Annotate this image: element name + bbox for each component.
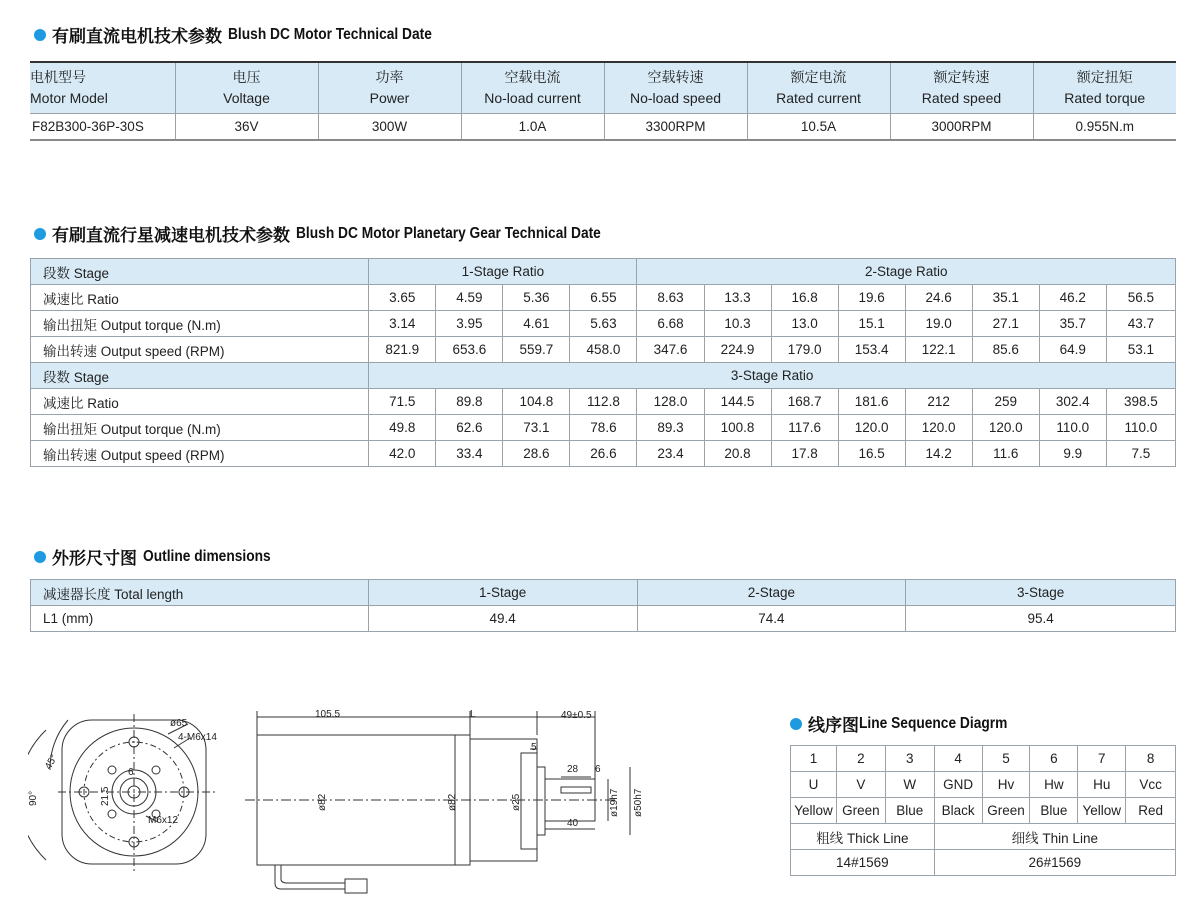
table-cell: 300W [318, 114, 461, 141]
dim-dia82-gear: ø82 [447, 793, 458, 811]
row-label: 输出扭矩 Output torque (N.m) [31, 311, 369, 337]
value-cell: 153.4 [838, 337, 905, 363]
line-cell: Yellow [1078, 798, 1126, 824]
value-cell: 20.8 [704, 441, 771, 467]
section-title-en: Blush DC Motor Planetary Gear Technical Date [296, 224, 601, 242]
value-cell: 120.0 [905, 415, 972, 441]
dim-L: L [470, 709, 476, 720]
value-cell: 35.1 [972, 285, 1039, 311]
row-label: 输出转速 Output speed (RPM) [31, 337, 369, 363]
table-cell: 74.4 [637, 606, 906, 632]
value-cell: 73.1 [503, 415, 570, 441]
dim-49: 49±0.5 [561, 710, 592, 721]
signal-code-row [791, 772, 1176, 798]
value-cell: 5.63 [570, 311, 637, 337]
dim-holes: 4-M6x14 [178, 732, 217, 743]
value-cell: 19.0 [905, 311, 972, 337]
wire-spec-row [791, 850, 1176, 876]
side-view-drawing [245, 705, 665, 900]
value-cell: 302.4 [1039, 389, 1106, 415]
line-cell: Green [836, 798, 885, 824]
stage-label: 段数 Stage [31, 363, 369, 389]
line-cell: Vcc [1126, 772, 1176, 798]
value-cell: 3.14 [369, 311, 436, 337]
line-cell: Black [934, 798, 982, 824]
dim-flange-dia: ø65 [170, 718, 188, 729]
value-cell: 120.0 [838, 415, 905, 441]
table-cell: 49.4 [368, 606, 637, 632]
header-cell: 电压 Voltage [175, 62, 318, 114]
section-title-en: Blush DC Motor Technical Date [228, 25, 432, 43]
row-label: 减速比 Ratio [31, 285, 369, 311]
header-cell: 额定电流 Rated current [747, 62, 890, 114]
value-cell: 35.7 [1039, 311, 1106, 337]
value-cell: 347.6 [637, 337, 704, 363]
header-cell: 额定转速 Rated speed [890, 62, 1033, 114]
value-cell: 53.1 [1106, 337, 1175, 363]
thin-line-spec: 26#1569 [934, 850, 1175, 876]
value-cell: 89.8 [436, 389, 503, 415]
dim-angle-45: 45° [43, 752, 61, 772]
header-cell: 功率 Power [318, 62, 461, 114]
dim-105-5: 105.5 [315, 709, 341, 720]
dim-dia50: ø50h7 [633, 788, 644, 817]
value-cell: 13.3 [704, 285, 771, 311]
line-cell: 7 [1078, 746, 1126, 772]
line-cell: Green [982, 798, 1030, 824]
line-cell: Blue [1030, 798, 1078, 824]
header-cell: 减速器长度 Total length [31, 580, 369, 606]
value-cell: 24.6 [905, 285, 972, 311]
value-cell: 10.3 [704, 311, 771, 337]
value-cell: 14.2 [905, 441, 972, 467]
line-cell: 6 [1030, 746, 1078, 772]
value-cell: 56.5 [1106, 285, 1175, 311]
value-cell: 85.6 [972, 337, 1039, 363]
thin-line-label: 细线 Thin Line [934, 824, 1175, 850]
section-title-outline [34, 544, 291, 569]
table-cell: 3000RPM [890, 114, 1033, 141]
line-cell: Blue [885, 798, 934, 824]
line-cell: Hu [1078, 772, 1126, 798]
line-cell: 2 [836, 746, 885, 772]
value-cell: 117.6 [771, 415, 838, 441]
value-cell: 559.7 [503, 337, 570, 363]
line-cell: 1 [791, 746, 837, 772]
section-title-motor [34, 22, 465, 47]
value-cell: 168.7 [771, 389, 838, 415]
value-cell: 821.9 [369, 337, 436, 363]
line-sequence-table [790, 745, 1176, 876]
row-label: 减速比 Ratio [31, 389, 369, 415]
line-cell: Red [1126, 798, 1176, 824]
stage3-header: 3-Stage Ratio [369, 363, 1176, 389]
value-cell: 3.95 [436, 311, 503, 337]
value-cell: 19.6 [838, 285, 905, 311]
value-cell: 9.9 [1039, 441, 1106, 467]
dim-5: 5 [531, 742, 537, 753]
value-cell: 46.2 [1039, 285, 1106, 311]
value-cell: 8.63 [637, 285, 704, 311]
length-table [30, 579, 1176, 632]
dim-m6x12: M6x12 [148, 815, 179, 826]
value-cell: 104.8 [503, 389, 570, 415]
value-cell: 26.6 [570, 441, 637, 467]
dim-dia19: ø19h7 [609, 788, 620, 817]
header-cell: 电机型号 Motor Model [30, 62, 175, 114]
wire-type-row [791, 824, 1176, 850]
header-cell: 额定扭矩 Rated torque [1033, 62, 1176, 114]
speed-row [31, 441, 1176, 467]
section-title-cn: 有刷直流电机技术参数 [52, 27, 222, 46]
value-cell: 100.8 [704, 415, 771, 441]
stage-header-row [31, 363, 1176, 389]
value-cell: 6.55 [570, 285, 637, 311]
table-cell: 1.0A [461, 114, 604, 141]
value-cell: 16.8 [771, 285, 838, 311]
row-label: 输出扭矩 Output torque (N.m) [31, 415, 369, 441]
line-cell: V [836, 772, 885, 798]
line-cell: Hw [1030, 772, 1078, 798]
stage2-header: 2-Stage Ratio [637, 259, 1176, 285]
section-title-cn: 线序图 [808, 716, 859, 735]
dim-dia82-motor: ø82 [317, 793, 328, 811]
table-cell: 36V [175, 114, 318, 141]
line-cell: 8 [1126, 746, 1176, 772]
value-cell: 78.6 [570, 415, 637, 441]
value-cell: 11.6 [972, 441, 1039, 467]
pin-number-row [791, 746, 1176, 772]
value-cell: 15.1 [838, 311, 905, 337]
section-title-cn: 外形尺寸图 [52, 549, 137, 568]
header-cell: 2-Stage [637, 580, 906, 606]
model-cell: F82B300-36P-30S [30, 114, 175, 141]
table-cell: 95.4 [906, 606, 1176, 632]
line-cell: GND [934, 772, 982, 798]
dim-angle-90: 90° [28, 790, 39, 806]
table-row [31, 606, 1176, 632]
value-cell: 89.3 [637, 415, 704, 441]
dim-6: 6 [595, 764, 601, 775]
lead-wire [275, 865, 345, 889]
header-cell: 空载电流 No-load current [461, 62, 604, 114]
motor-spec-table [30, 61, 1176, 141]
value-cell: 179.0 [771, 337, 838, 363]
ratio-row [31, 285, 1176, 311]
dim-6: 6 [128, 767, 134, 778]
value-cell: 120.0 [972, 415, 1039, 441]
line-cell: Hv [982, 772, 1030, 798]
value-cell: 7.5 [1106, 441, 1175, 467]
value-cell: 16.5 [838, 441, 905, 467]
section-title-line-seq [790, 711, 1032, 736]
dim-21-5: 21.5 [100, 786, 111, 806]
bullet-dot-icon [34, 551, 46, 563]
value-cell: 110.0 [1039, 415, 1106, 441]
dim-dia25: ø25 [511, 793, 522, 811]
value-cell: 33.4 [436, 441, 503, 467]
row-label: 输出转速 Output speed (RPM) [31, 441, 369, 467]
table-cell: 3300RPM [604, 114, 747, 141]
thick-line-spec: 14#1569 [791, 850, 935, 876]
section-title-en: Line Sequence Diagrm [859, 714, 1008, 732]
value-cell: 3.65 [369, 285, 436, 311]
value-cell: 13.0 [771, 311, 838, 337]
wire-color-row [791, 798, 1176, 824]
value-cell: 6.68 [637, 311, 704, 337]
stage-header-row [31, 259, 1176, 285]
table-cell: 10.5A [747, 114, 890, 141]
gear-spec-table [30, 258, 1176, 467]
value-cell: 17.8 [771, 441, 838, 467]
value-cell: 5.36 [503, 285, 570, 311]
value-cell: 259 [972, 389, 1039, 415]
section-title-en: Outline dimensions [143, 547, 271, 565]
table-header-row [30, 62, 1176, 114]
value-cell: 4.61 [503, 311, 570, 337]
line-cell: W [885, 772, 934, 798]
dim-28: 28 [567, 764, 579, 775]
bullet-dot-icon [34, 228, 46, 240]
table-cell: L1 (mm) [31, 606, 369, 632]
torque-row [31, 311, 1176, 337]
line-cell: U [791, 772, 837, 798]
line-cell: Yellow [791, 798, 837, 824]
section-title-cn: 有刷直流行星减速电机技术参数 [52, 226, 290, 245]
ratio-row [31, 389, 1176, 415]
value-cell: 110.0 [1106, 415, 1175, 441]
header-cell: 1-Stage [368, 580, 637, 606]
speed-row [31, 337, 1176, 363]
value-cell: 181.6 [838, 389, 905, 415]
value-cell: 23.4 [637, 441, 704, 467]
value-cell: 28.6 [503, 441, 570, 467]
value-cell: 42.0 [369, 441, 436, 467]
output-boss [537, 767, 545, 835]
thick-line-label: 粗线 Thick Line [791, 824, 935, 850]
table-cell: 0.955N.m [1033, 114, 1176, 141]
value-cell: 128.0 [637, 389, 704, 415]
stage1-header: 1-Stage Ratio [369, 259, 637, 285]
value-cell: 458.0 [570, 337, 637, 363]
bullet-dot-icon [790, 718, 802, 730]
front-view-drawing [28, 700, 238, 900]
value-cell: 398.5 [1106, 389, 1175, 415]
dim-40: 40 [567, 818, 579, 829]
value-cell: 224.9 [704, 337, 771, 363]
value-cell: 122.1 [905, 337, 972, 363]
stage-label: 段数 Stage [31, 259, 369, 285]
value-cell: 112.8 [570, 389, 637, 415]
line-cell: 4 [934, 746, 982, 772]
value-cell: 64.9 [1039, 337, 1106, 363]
value-cell: 43.7 [1106, 311, 1175, 337]
bullet-dot-icon [34, 29, 46, 41]
header-cell: 3-Stage [906, 580, 1176, 606]
section-title-gear [34, 221, 650, 246]
line-cell: 3 [885, 746, 934, 772]
value-cell: 27.1 [972, 311, 1039, 337]
value-cell: 62.6 [436, 415, 503, 441]
table-row [30, 114, 1176, 141]
torque-row [31, 415, 1176, 441]
value-cell: 212 [905, 389, 972, 415]
value-cell: 71.5 [369, 389, 436, 415]
value-cell: 49.8 [369, 415, 436, 441]
line-cell: 5 [982, 746, 1030, 772]
table-header-row [31, 580, 1176, 606]
value-cell: 4.59 [436, 285, 503, 311]
value-cell: 144.5 [704, 389, 771, 415]
header-cell: 空载转速 No-load speed [604, 62, 747, 114]
value-cell: 653.6 [436, 337, 503, 363]
